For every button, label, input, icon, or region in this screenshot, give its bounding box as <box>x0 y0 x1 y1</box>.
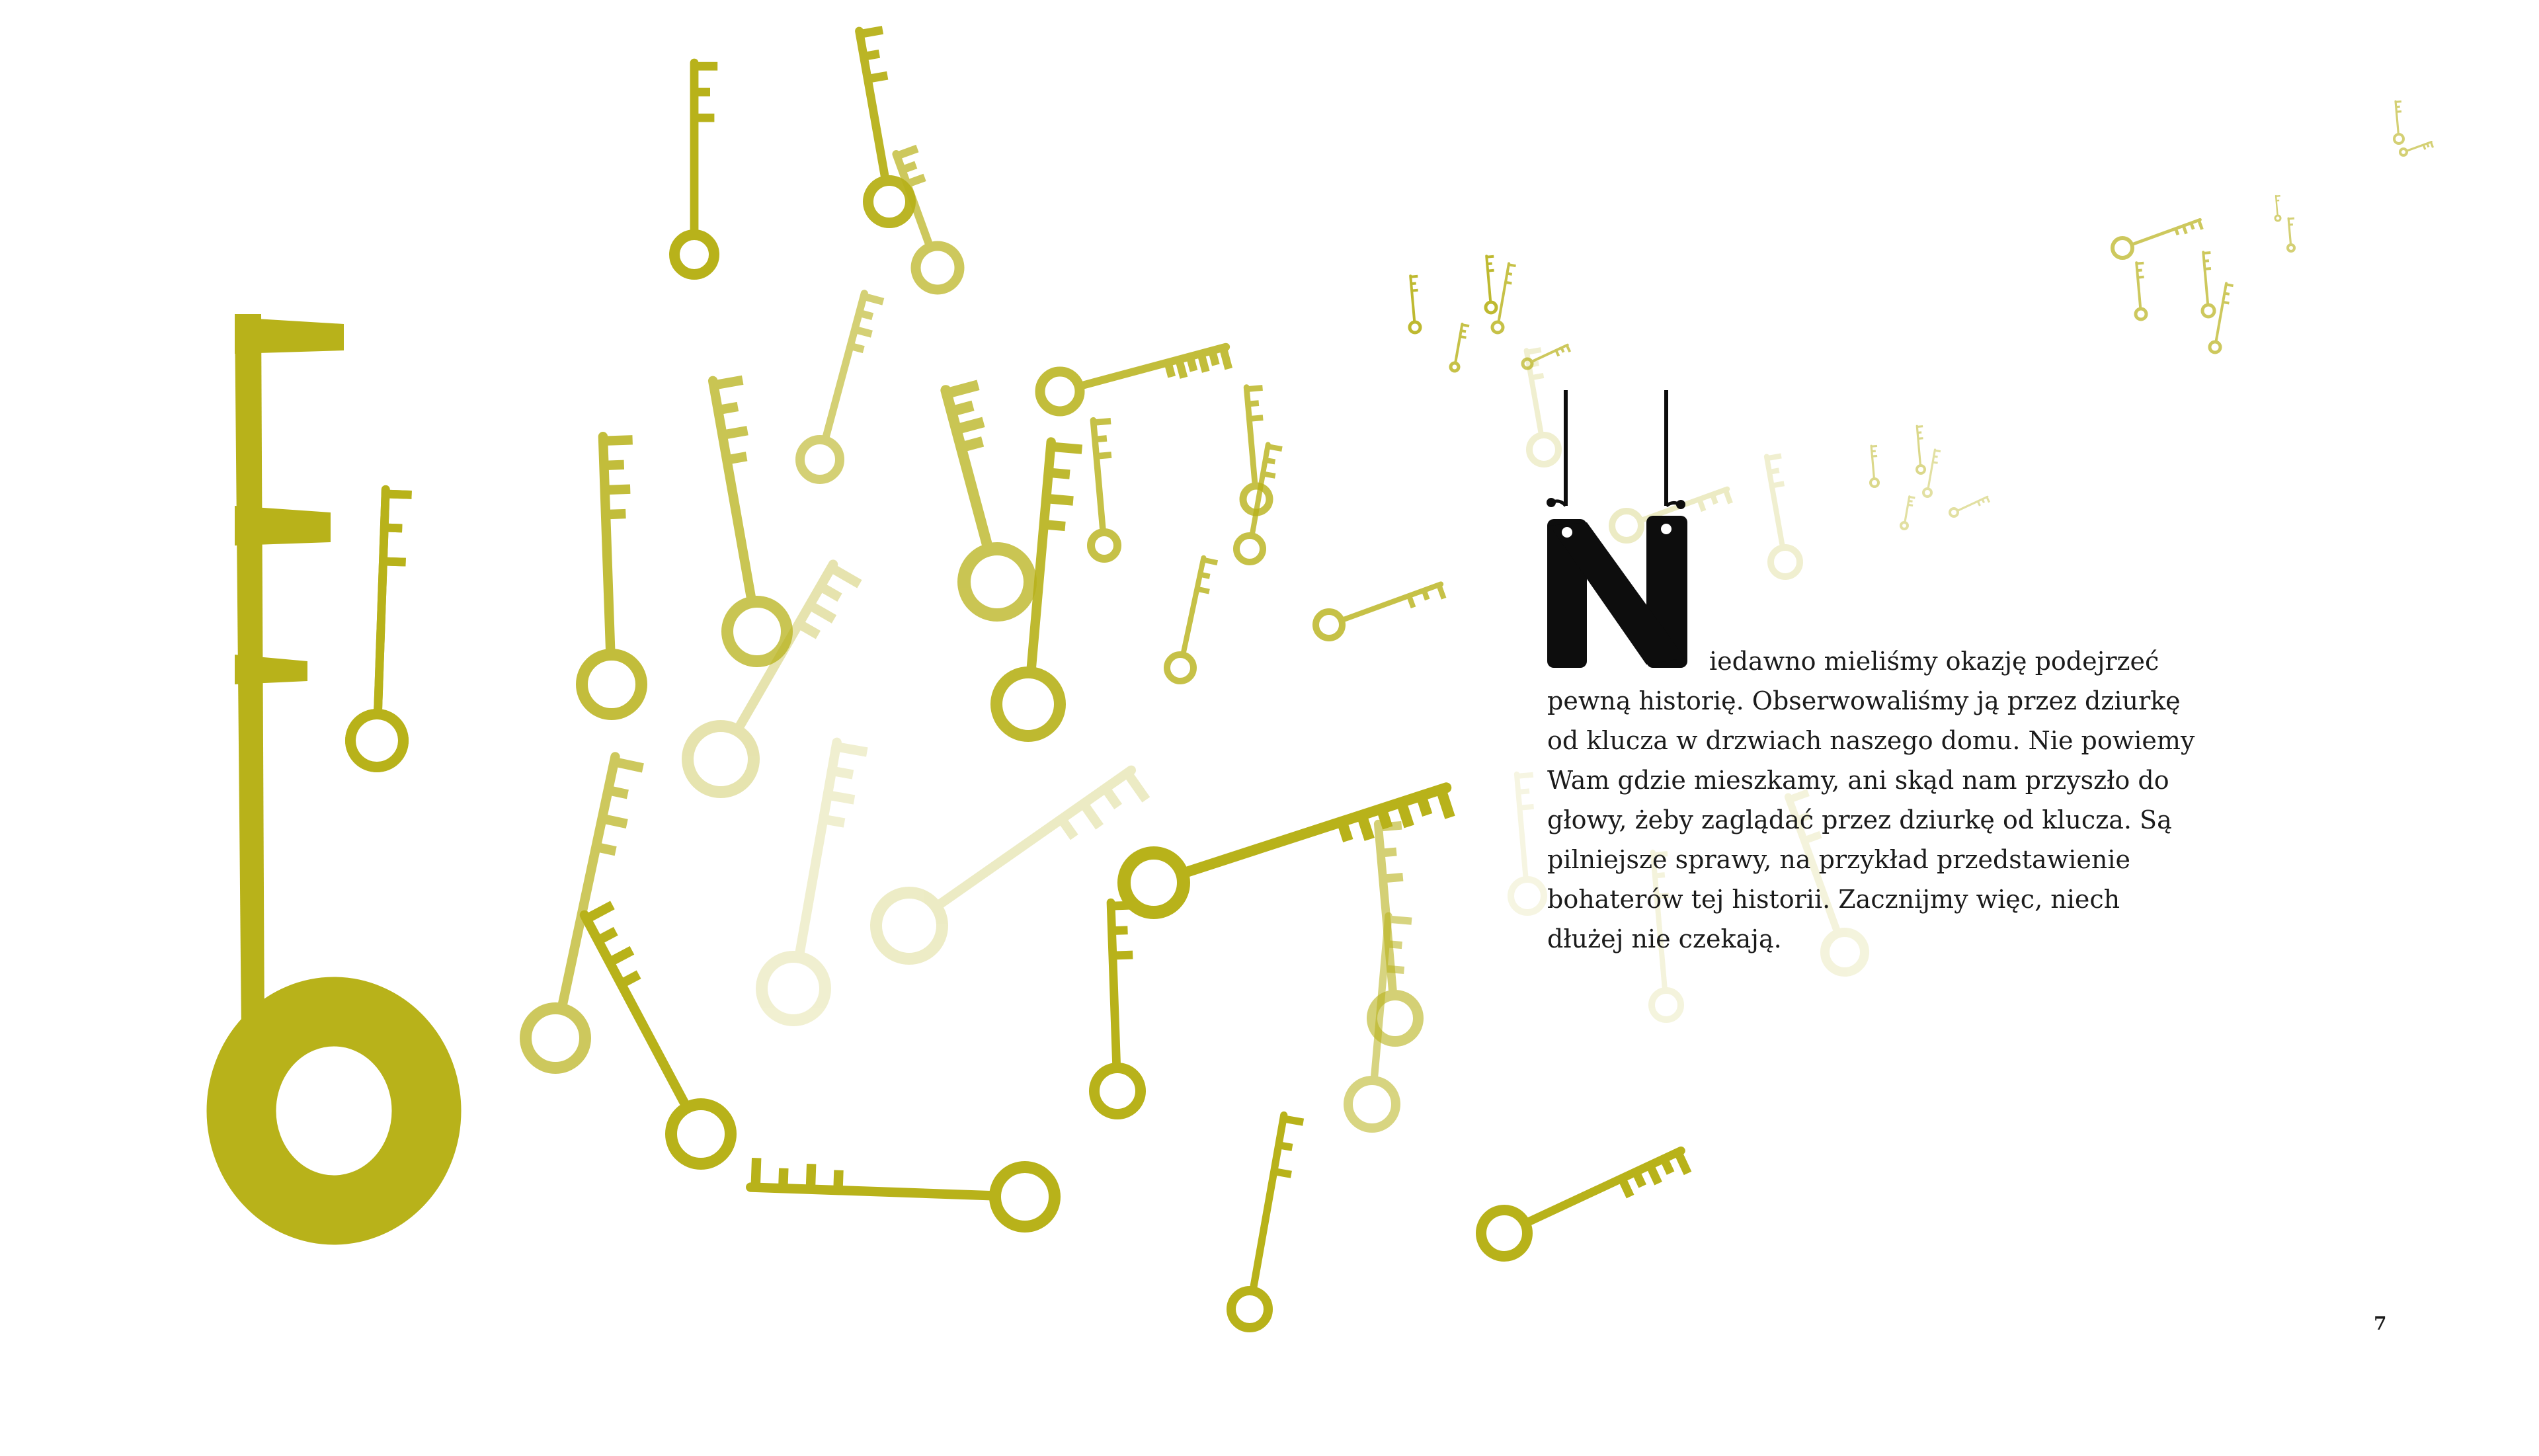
key-icon <box>1348 916 1412 1128</box>
key-icon <box>350 489 412 767</box>
key-icon <box>1767 456 1800 577</box>
key-icon <box>713 380 787 661</box>
key-icon <box>2400 142 2433 155</box>
key-icon <box>2210 283 2234 352</box>
key-icon <box>2275 196 2280 221</box>
key-icon <box>1410 276 1420 333</box>
key-icon <box>1231 1115 1303 1328</box>
key-icon <box>674 63 717 274</box>
key-icon <box>1492 263 1516 333</box>
key-icon <box>2288 218 2294 251</box>
key-icon <box>1167 558 1217 681</box>
key-icon <box>1917 426 1925 473</box>
intro-first-line: iedawno mieliśmy okazję podejrzeć <box>1709 647 2159 676</box>
key-icon <box>2394 101 2403 143</box>
key-icon <box>762 743 867 1020</box>
key-icon <box>1481 1151 1688 1256</box>
intro-paragraph-body: pewną historię. Obserwowaliśmy ją przez dziurkę od klucza w drzwiach naszego domu. Nie powiemy Wam gdzie mieszkamy, ani skąd nam przyszło do głowy, żeby zaglądać przez dziurkę od klucza. Są pilniejsze sprawy, na przykład przedstawienie bohaterów tej historii. Zacznijmy więc, niech dłużej nie czekają. <box>1547 686 2195 953</box>
key-icon <box>2113 220 2202 258</box>
key-icon <box>2202 252 2214 317</box>
key-icon <box>860 30 910 223</box>
key-icon <box>1124 788 1450 912</box>
key-icon <box>1511 774 1544 912</box>
key-icon <box>584 905 731 1164</box>
key-icon <box>1901 497 1915 529</box>
key-icon <box>2136 263 2146 319</box>
hanging-dropcap-illustration <box>1541 390 1693 681</box>
key-icon <box>996 442 1082 736</box>
key-icon <box>800 294 883 479</box>
key-icon <box>1040 347 1229 411</box>
key-icon <box>1451 324 1469 371</box>
key-icon <box>582 436 641 714</box>
key-icon <box>1094 903 1141 1114</box>
key-icon <box>1950 497 1990 516</box>
key-icon <box>1486 256 1496 313</box>
key-icon <box>946 385 1030 615</box>
key-icon <box>876 770 1146 959</box>
page-number: 7 <box>2374 1313 2387 1334</box>
key-icon <box>1923 450 1941 497</box>
intro-paragraph <box>1547 641 2195 959</box>
key-icon <box>1316 584 1444 638</box>
key-icon <box>1871 446 1878 487</box>
key-icon <box>750 1158 1055 1227</box>
key-icon <box>1091 421 1117 559</box>
